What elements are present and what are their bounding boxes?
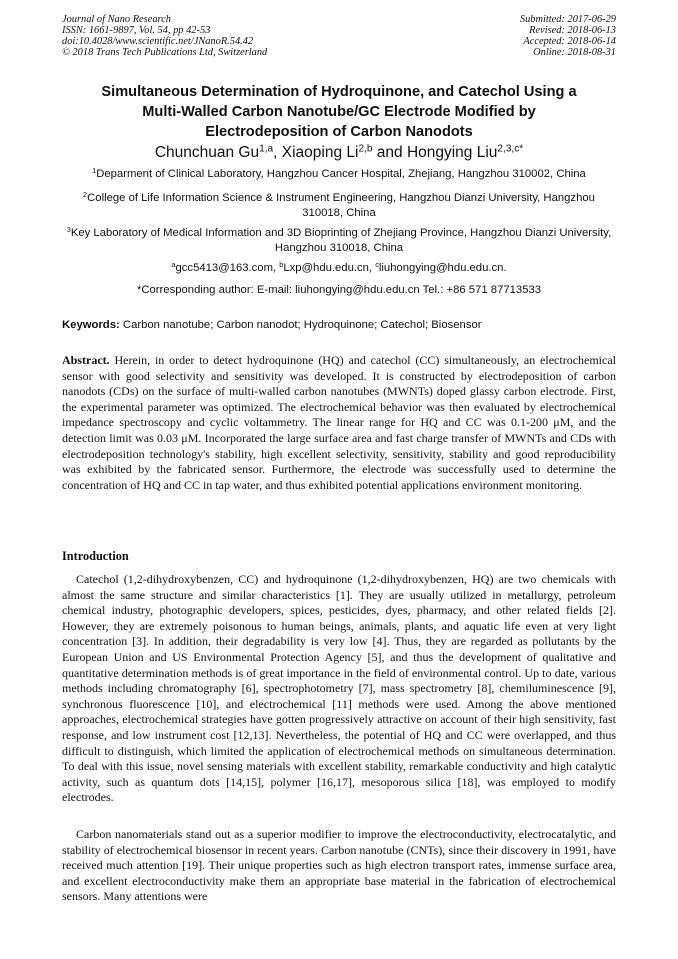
affiliation-mark: 3: [66, 224, 71, 234]
date-online: Online: 2018-08-31: [533, 47, 616, 58]
author-list: [62, 143, 616, 163]
keywords: [62, 318, 616, 333]
email-mark: c: [375, 259, 379, 269]
journal-issn: ISSN: 1661-9897, Vol. 54, pp 42-53: [62, 25, 211, 36]
publication-dates: [520, 14, 616, 58]
email-mark: b: [279, 259, 284, 269]
keywords-label: Keywords:: [62, 319, 120, 331]
keywords-text: Carbon nanotube; Carbon nanodot; Hydroquinone; Catechol; Biosensor: [119, 319, 482, 331]
author-name: Xiaoping Li: [281, 144, 359, 161]
author-affiliation-mark: 2,b: [358, 143, 373, 155]
title-line: Simultaneous Determination of Hydroquinone, and Catechol Using a: [101, 84, 577, 100]
affiliation-mark: 2: [83, 189, 88, 199]
affiliation-1: [62, 167, 616, 182]
date-revised: Revised: 2018-06-13: [529, 25, 616, 36]
journal-info: [62, 14, 267, 58]
author-name: Hongying Liu: [406, 144, 498, 161]
affiliation-2: [62, 191, 616, 221]
affiliation-mark: 1: [92, 165, 97, 175]
abstract-label: Abstract.: [62, 353, 110, 367]
paper-title: [62, 82, 616, 142]
affiliation-text: College of Life Information Science & Instrument Engineering, Hangzhou Dianzi University, Hangzhou 310018, China: [87, 192, 595, 219]
email-link[interactable]: Lxp@hdu.edu.cn,: [283, 262, 376, 274]
affiliation-3: [62, 226, 616, 256]
paragraph: Catechol (1,2-dihydroxybenzen, CC) and hydroquinone (1,2-dihydroxybenzen, HQ) are two chemicals with almost the same structure and similar characteristics [1]. They are usually utilized in metallurgy, petroleum chemical industry, photographic developers, spices, pesticides, dyes, pharmacy, and other related fields [2]. However, they are extremely poisonous to human beings, animals, plants, and aquatic life even at very light concentration [3]. In addition, their degradability is very low [4]. Thus, they are regarded as pollutants by the European Union and US Environmental Protection Agency [5], and thus the development of qualitative and quantitative determination methods is of great importance in the field of environmental control. Up to date, various methods including chromatography [6], spectrophotometry [7], mass spectrometry [8], chemiluminescence [9], synchronous fluorescence [10], and electrochemical [11] methods were used. Among the above mentioned approaches, electrochemical strategies have gotten progressively attractive on account of their high sensitivity, fast response, and low instrument cost [12,13]. Nevertheless, the potential of HQ and CC were overlapped, and thus difficult to distinguish, which limited the application of electrochemical methods on simultaneous determination. To deal with this issue, novel sensing materials with excellent stability, remarkable conductivity and high catalytic activity, such as quantum dots [14,15], polymer [16,17], mesoporous silica [18], was employed to modify electrodes.: [62, 572, 616, 805]
email-link[interactable]: liuhongying@hdu.edu.cn.: [378, 262, 507, 274]
date-accepted: Accepted: 2018-06-14: [523, 36, 616, 47]
affiliation-text: Deparment of Clinical Laboratory, Hangzhou Cancer Hospital, Zhejiang, Hangzhou 310002, China: [96, 168, 586, 180]
journal-copyright: © 2018 Trans Tech Publications Ltd, Switzerland: [62, 47, 268, 58]
section-heading-introduction: Introduction: [62, 549, 129, 563]
abstract: [62, 353, 616, 493]
affiliation-text: Key Laboratory of Medical Information and 3D Bioprinting of Zhejiang Province, Hangzhou Dianzi University, Hangzhou 310018, China: [70, 227, 612, 254]
author-separator: ,: [273, 144, 282, 161]
date-submitted: Submitted: 2017-06-29: [519, 14, 616, 25]
email-link[interactable]: gcc5413@163.com,: [175, 262, 280, 274]
author-name: Chunchuan Gu: [154, 144, 260, 161]
corresponding-author: *Corresponding author: E-mail: liuhongying@hdu.edu.cn Tel.: +86 571 87713533: [136, 284, 542, 296]
email-mark: a: [171, 259, 176, 269]
author-affiliation-mark: 1,a: [259, 143, 274, 155]
author-emails: [62, 261, 616, 276]
abstract-text: Herein, in order to detect hydroquinone (HQ) and catechol (CC) simultaneously, an electrochemical sensor with good selectivity and sensitivity was developed. It is constructed by electrodeposition of carbon nanodots (CDs) on the surface of multi-walled carbon nanotubes (MWNTs) doped glassy carbon electrode. First, the experimental parameter was optimized. The electrochemical behavior was then evaluated by electrochemical impedance spectroscopy and cyclic voltammetry. The linear range for HQ and CC was 0.1-200 μM, and the detection limit was 0.03 μM. Incorporated the large surface area and fast charge transfer of MWNTs and CDs with electrodeposition technology's stability, high excellent selectivity, sensitivity, stability and good reproducibility was exhibited by the fabricated sensor. Furthermore, the electrode was successfully used to determine the concentration of HQ and CC in tap water, and thus exhibited potential applications environment monitoring.: [62, 353, 616, 492]
title-line: Electrodeposition of Carbon Nanodots: [205, 124, 473, 140]
journal-name: Journal of Nano Research: [62, 14, 171, 25]
paragraph: Carbon nanomaterials stand out as a superior modifier to improve the electroconductivity, electrocatalytic, and stability of electrochemical biosensor in recent years. Carbon nanotube (CNTs), since their discovery in 1991, have received much attention [19]. Their unique properties such as high electron transport rates, immense surface area, and excellent electroconductivity make them an appropriate base material in the fabrication of electrochemical sensors. Many attentions were: [62, 827, 616, 904]
author-separator: and: [372, 144, 407, 161]
author-affiliation-mark: 2,3,c*: [497, 143, 524, 155]
title-line: Multi-Walled Carbon Nanotube/GC Electrode Modified by: [142, 104, 536, 120]
journal-doi: doi:10.4028/www.scientific.net/JNanoR.54.42: [62, 36, 254, 47]
